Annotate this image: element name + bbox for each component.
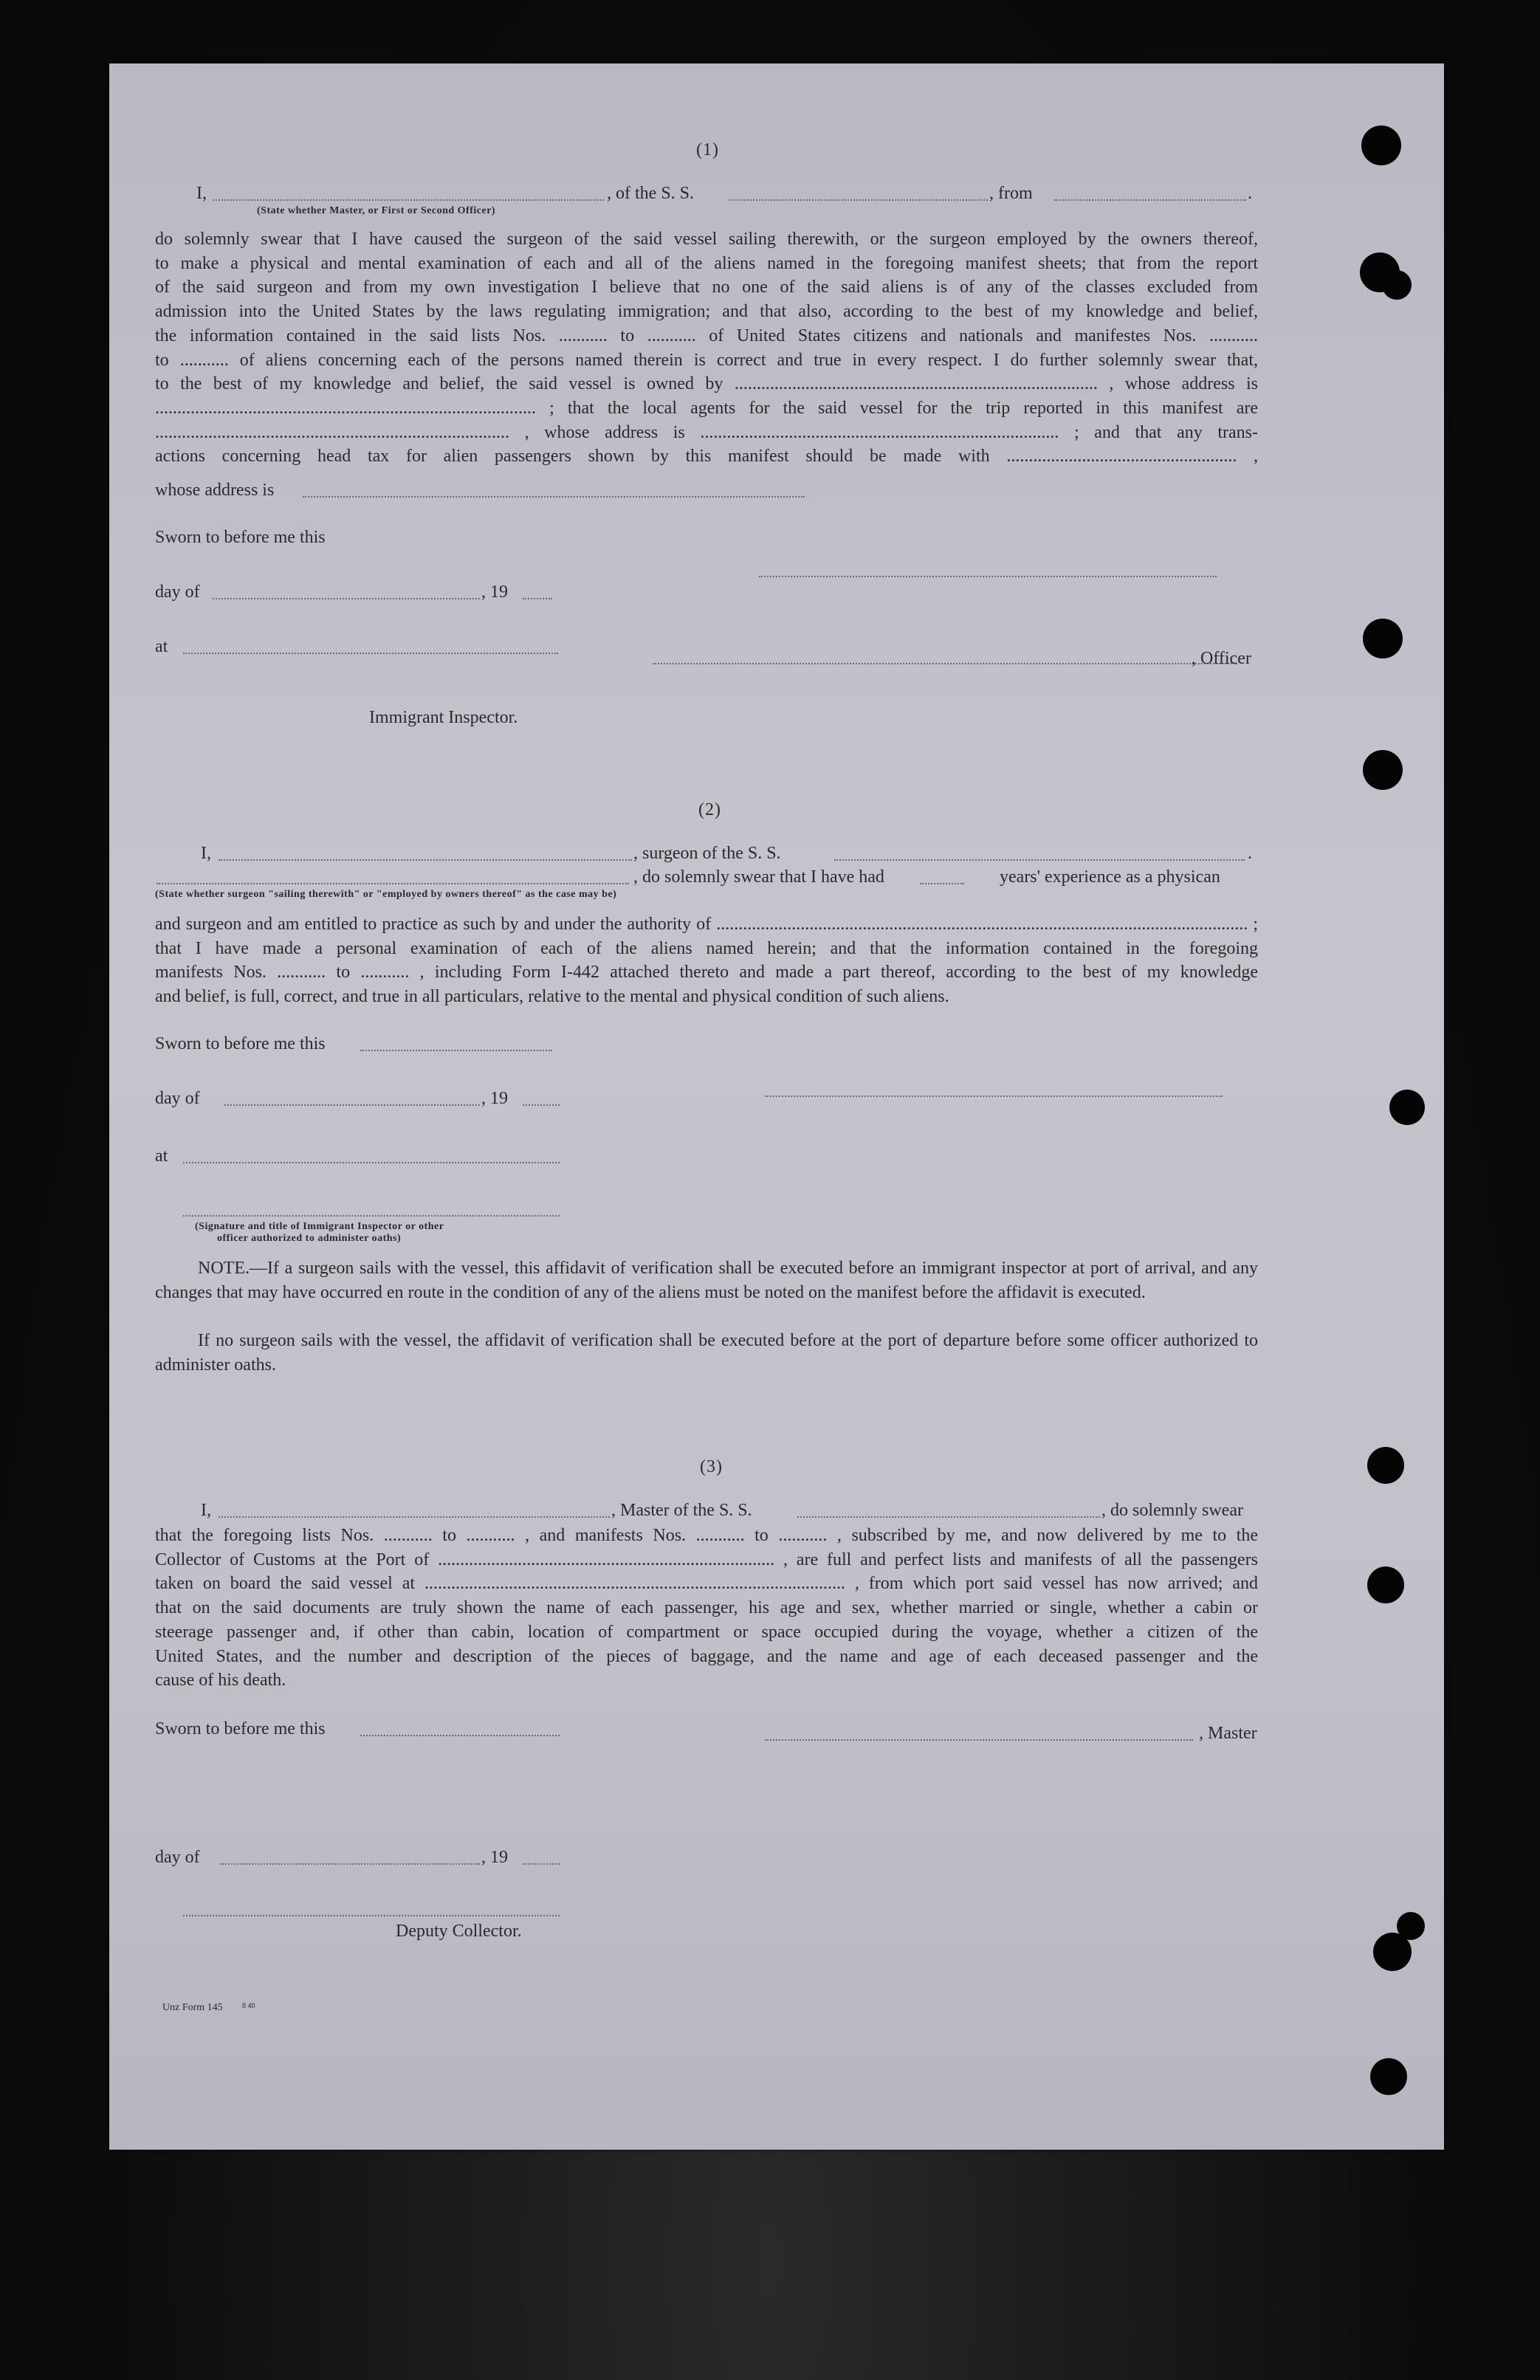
year-blank-2[interactable]: [523, 1104, 560, 1106]
day-of-label-2: day of: [155, 1089, 200, 1108]
day-blank-3[interactable]: [220, 1863, 480, 1865]
section-3-intro: I,: [201, 1501, 211, 1520]
rank-blank[interactable]: [213, 199, 604, 201]
rank-instruction: (State whether Master, or First or Second Officer): [257, 205, 496, 216]
from-port-blank[interactable]: [1054, 199, 1246, 201]
s3-line: steerage passenger and, if other than cabin, location of compartment or space occupied during the voyage, whether a citizen of the: [155, 1622, 1258, 1642]
s1-line: ................................................................................ , whose address is ................................................................................. ; and that any trans-: [155, 422, 1258, 442]
whose-address-label: whose address is: [155, 481, 275, 500]
year-blank-3[interactable]: [523, 1863, 560, 1865]
punch-hole: [1397, 1912, 1425, 1940]
master-ship-blank[interactable]: [797, 1516, 1100, 1518]
surgeon-signature-line[interactable]: [765, 1096, 1223, 1097]
deputy-signature-line[interactable]: [183, 1915, 560, 1916]
surgeon-ship-blank[interactable]: [834, 859, 1245, 861]
section-2-body: [155, 912, 1258, 985]
section-1-body: [155, 227, 1258, 469]
s1-line: to ........... of aliens concerning each of the persons named therein is correct and true in every respect. I do further solemnly swear that,: [155, 350, 1258, 370]
surgeon-of-label: , surgeon of the S. S.: [633, 844, 781, 863]
punch-hole: [1367, 1447, 1404, 1484]
day-blank-1[interactable]: [213, 598, 480, 599]
surgeon-type-instruction: (State whether surgeon "sailing therewith" or "employed by owners thereof" as the case may be): [155, 889, 617, 900]
at-label-1: at: [155, 637, 168, 656]
punch-hole: [1382, 270, 1412, 300]
section-1-number: (1): [696, 140, 719, 159]
s1-line: to the best of my knowledge and belief, the said vessel is owned by .................................................................................. , whose address is: [155, 374, 1258, 394]
officer-label: , Officer: [1192, 649, 1251, 668]
solemnly-label: , do solemnly swear that I have had: [633, 867, 884, 887]
punch-hole: [1367, 1566, 1404, 1603]
signature-instruction-2: officer authorized to administer oaths): [217, 1233, 402, 1244]
section-1-intro: I,: [196, 184, 207, 203]
s2-line: manifests Nos. ........... to ........... , including Form I-442 attached thereto and made a part thereof, according to the best of my knowledge: [155, 963, 1258, 983]
place-blank-1[interactable]: [183, 653, 558, 654]
s2-line: and surgeon and am entitled to practice as such by and under the authority of ........................................................................................................................ ;: [155, 915, 1258, 934]
s1-line: the information contained in the said lists Nos. ........... to ........... of United States citizens and nationals and manifestes Nos. ...........: [155, 326, 1258, 345]
s2-line-last: and belief, is full, correct, and true in all particulars, relative to the mental and physical condition of such aliens.: [155, 987, 949, 1006]
from-label: , from: [989, 184, 1033, 203]
s3-line: Collector of Customs at the Port of ............................................................................ , are full and perfect lists and manifests of all the passengers: [155, 1550, 1258, 1569]
section-3-number: (3): [700, 1457, 723, 1476]
year-label-1: , 19: [481, 582, 508, 602]
master-label: , Master: [1199, 1724, 1257, 1743]
section-2-number: (2): [698, 800, 721, 819]
punch-hole: [1363, 750, 1403, 790]
deputy-collector-label: Deputy Collector.: [396, 1922, 522, 1941]
signature-instruction-1: (Signature and title of Immigrant Inspector or other: [195, 1221, 444, 1232]
sworn-blank-2[interactable]: [360, 1050, 552, 1051]
officer-signature-line[interactable]: [653, 663, 1237, 664]
master-of-label: , Master of the S. S.: [611, 1501, 752, 1520]
form-sheet: (1) I, , of the S. S. , from . (State whether Master, or First or Second Officer) do solemnly swear that I have caused the surgeon of the said vessel sailing therewith, or the surgeon employed by the owners thereof, to make a physical and mental examination of each and all of the aliens named in the foregoing manifest sheets; that from the report of the said surgeon and from my own investigation I believe that no one of the said aliens is of any of the classes excluded from admission into the United States by the laws regulating immigration; and that also, according to the best of my knowledge and belief, the information contained in the said lists Nos. ........... to ........... of United States citizens and nationals and manifestes Nos. ........... to ........... of aliens concerning each of the persons named therein is correct and true in every respect. I do further solemnly swear that, to the best of my knowledge and belief, the said vessel is owned by .................................................................................. , whose address is ...................................................................................... ; that the local agents for the said vessel for the trip reported in this manifest are ................................................................................ , whose address is ................................................................................. ; and that any trans- actions concerning head tax for alien passengers shown by this manifest should be made with .................................................... , whose address is Sworn to before me this day of , 19 at , Officer Immigrant Inspector. (2) I, , surgeon of the S. S. . , do solemnly swear that I have had years' experience as a physican (State whether surgeon "sailing therewith" or "employed by owners thereof" as the case may be) and surgeon and am entitled to practice as such by and under the authority of ........................................................................................................................ ; that I have made a personal examination of each of the aliens named herein; and that the information contained in the foregoing manifests Nos. ........... to ........... , including Form I-442 attached thereto and made a part thereof, according to the best of my knowledge and belief, is full, correct, and true in all particulars, relative to the mental and physical condition of such aliens. Sworn to before me this day of , 19 at (Signature and title of Immigrant Inspector or other officer authorized to administer oaths) NOTE.—If a surgeon sails with the vessel, this affidavit of verification shall be executed before an immigrant inspector at port of arrival, and any changes that may have occurred en route in the condition of any of the aliens must be noted on the manifest before the affidavit is executed. If no surgeon sails with the vessel, the affidavit of verification shall be executed before at the port of departure before some officer authorized to administer oaths. (3) I, , Master of the S. S. , do solemnly swear that the foregoing lists Nos. ........... to ........... , and manifests Nos. ........... to ........... , subscribed by me, and now delivered by me to the Collector of Customs at the Port of ............................................................................ , are full and perfect lists and manifests of all the passengers taken on board the said vessel at ............................................................................................... , from which port said vessel has now arrived; and that on the said documents are truly shown the name of each passenger, his age and sex, whether married or single, whether a cabin or steerage passenger and, if other than cabin, location of compartment or space occupied during the voyage, whether a citizen of the United States, and the number and description of the pieces of baggage, and the name and age of each deceased passenger and the cause of his death. Sworn to before me this , Master day of , 19 Deputy Collector. Unz Form 145 8 40: [109, 63, 1444, 2150]
note-paragraph-1: NOTE.—If a surgeon sails with the vessel, this affidavit of verification shall be executed before an immigrant inspector at port of arrival, and any changes that may have occurred en route in the condition of any of the aliens must be noted on the manifest before the affidavit is executed.: [155, 1259, 1258, 1302]
s1-line: do solemnly swear that I have caused the surgeon of the said vessel sailing therewith, or the surgeon employed by the owners thereof,: [155, 230, 1258, 249]
s1-line: of the said surgeon and from my own investigation I believe that no one of the said aliens is of any of the classes excluded from: [155, 278, 1258, 298]
sworn-label-1: Sworn to before me this: [155, 528, 326, 547]
years-blank[interactable]: [920, 883, 964, 884]
section-3-body: [155, 1524, 1258, 1668]
master-signature-line-1[interactable]: [759, 576, 1217, 577]
s1-line: admission into the United States by the laws regulating immigration; and that also, according to the best of my knowledge and belief,: [155, 302, 1258, 322]
year-label-2: , 19: [481, 1089, 508, 1108]
s3-line-last: cause of his death.: [155, 1671, 286, 1690]
s3-line: taken on board the said vessel at ............................................................................................... , from which port said vessel has now arrived; and: [155, 1574, 1258, 1594]
s1-line: to make a physical and mental examination of each and all of the aliens named in the foregoing manifest sheets; that from the report: [155, 253, 1258, 273]
day-blank-2[interactable]: [224, 1104, 480, 1106]
year-label-3: , 19: [481, 1848, 508, 1867]
section-2-intro: I,: [201, 844, 211, 863]
punch-hole: [1363, 619, 1403, 658]
punch-hole: [1389, 1090, 1425, 1125]
s2-line: that I have made a personal examination of each of the aliens named herein; and that the information contained in the foregoing: [155, 938, 1258, 958]
head-tax-address-blank[interactable]: [303, 496, 805, 498]
sworn-blank-3[interactable]: [360, 1735, 560, 1736]
of-the-ss-label: , of the S. S.: [607, 184, 695, 203]
years-experience-label: years' experience as a physican: [1000, 867, 1220, 887]
year-blank-1[interactable]: [523, 598, 552, 599]
master-signature-line-3[interactable]: [765, 1739, 1193, 1741]
s3-line: that the foregoing lists Nos. ........... to ........... , and manifests Nos. ........... to ........... , subscribed by me, and now delivered by me to the: [155, 1526, 1258, 1545]
note-paragraph-2: If no surgeon sails with the vessel, the affidavit of verification shall be executed before at the port of departure before some officer authorized to administer oaths.: [155, 1331, 1258, 1375]
sworn-label-3: Sworn to before me this: [155, 1719, 326, 1738]
at-label-2: at: [155, 1146, 168, 1166]
s3-line: that on the said documents are truly shown the name of each passenger, his age and sex, whether married or single, whether a cabin or: [155, 1598, 1258, 1618]
punch-hole: [1370, 2058, 1407, 2095]
s1-line: actions concerning head tax for alien passengers shown by this manifest should be made with .................................................... ,: [155, 447, 1258, 467]
do-swear-label: , do solemnly swear: [1101, 1501, 1243, 1520]
immigrant-inspector-label: Immigrant Inspector.: [369, 708, 518, 727]
punch-hole: [1361, 125, 1401, 165]
day-of-label-1: day of: [155, 582, 200, 602]
form-code: 8 40: [242, 2002, 255, 2010]
inspector-signature-line-2[interactable]: [183, 1215, 560, 1217]
ship-name-blank[interactable]: [729, 199, 988, 201]
day-of-label-3: day of: [155, 1848, 200, 1867]
s1-line: ...................................................................................... ; that the local agents for the said vessel for the trip reported in this manifest are: [155, 398, 1258, 418]
sworn-label-2: Sworn to before me this: [155, 1034, 326, 1053]
surgeon-name-blank[interactable]: [219, 859, 632, 861]
form-id: Unz Form 145: [162, 2002, 223, 2013]
surgeon-type-blank[interactable]: [157, 883, 629, 884]
place-blank-2[interactable]: [183, 1162, 560, 1163]
s3-line: United States, and the number and description of the pieces of baggage, and the name and age of each deceased passenger and the: [155, 1646, 1258, 1666]
master-name-blank[interactable]: [219, 1516, 610, 1518]
